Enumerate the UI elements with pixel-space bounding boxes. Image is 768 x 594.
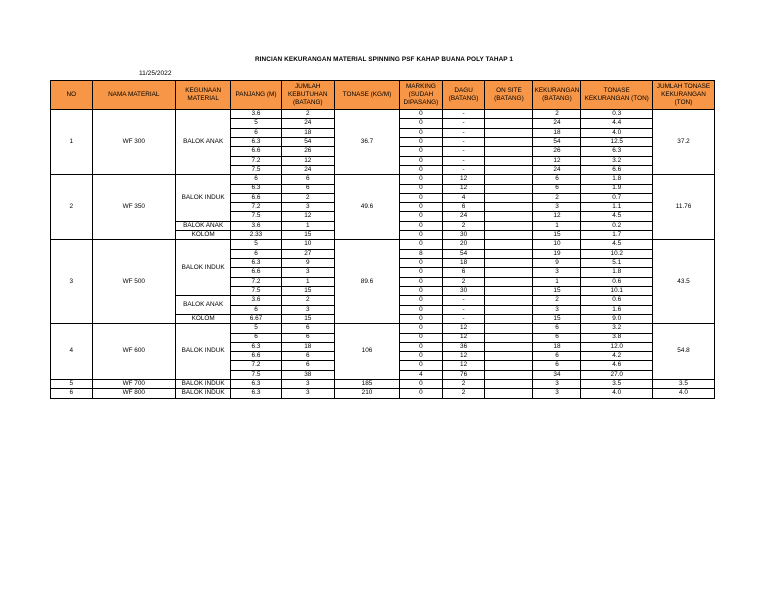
marking-cell: 0 bbox=[400, 128, 443, 137]
onsite-cell bbox=[485, 389, 533, 398]
row-number: 3 bbox=[51, 240, 93, 324]
kebutuhan-cell: 27 bbox=[281, 249, 334, 258]
kebutuhan-cell: 26 bbox=[281, 147, 334, 156]
onsite-cell bbox=[485, 165, 533, 174]
dagu-cell: 12 bbox=[442, 324, 485, 333]
jumlah-tonase-cell: 11.76 bbox=[653, 175, 715, 240]
dagu-cell: - bbox=[442, 314, 485, 323]
onsite-cell bbox=[485, 137, 533, 146]
dagu-cell: 76 bbox=[442, 370, 485, 379]
onsite-cell bbox=[485, 259, 533, 268]
onsite-cell bbox=[485, 193, 533, 202]
panjang-cell: 5 bbox=[231, 324, 281, 333]
header-panjang: PANJANG (M) bbox=[231, 81, 281, 110]
material-usage: KOLOM bbox=[175, 314, 231, 323]
material-name: WF 600 bbox=[92, 324, 175, 380]
panjang-cell: 7.5 bbox=[231, 370, 281, 379]
header-dagu: DAGU (BATANG) bbox=[442, 81, 485, 110]
kebutuhan-cell: 6 bbox=[281, 324, 334, 333]
table-body bbox=[51, 110, 715, 399]
onsite-cell bbox=[485, 212, 533, 221]
table-row bbox=[51, 175, 715, 184]
material-name: WF 700 bbox=[92, 380, 175, 389]
tonase-kekurangan-cell: 1.8 bbox=[581, 268, 653, 277]
onsite-cell bbox=[485, 249, 533, 258]
marking-cell: 0 bbox=[400, 277, 443, 286]
material-table bbox=[50, 80, 715, 399]
panjang-cell: 3.6 bbox=[231, 221, 281, 230]
onsite-cell bbox=[485, 203, 533, 212]
onsite-cell bbox=[485, 128, 533, 137]
kekurangan-cell: 18 bbox=[533, 342, 581, 351]
marking-cell: 0 bbox=[400, 342, 443, 351]
marking-cell: 0 bbox=[400, 193, 443, 202]
onsite-cell bbox=[485, 361, 533, 370]
table-row bbox=[51, 240, 715, 249]
kebutuhan-cell: 15 bbox=[281, 231, 334, 240]
onsite-cell bbox=[485, 333, 533, 342]
tonase-kekurangan-cell: 0.6 bbox=[581, 277, 653, 286]
onsite-cell bbox=[485, 156, 533, 165]
tonase-kekurangan-cell: 1.9 bbox=[581, 184, 653, 193]
marking-cell: 0 bbox=[400, 268, 443, 277]
material-name: WF 500 bbox=[92, 240, 175, 324]
tonase-kekurangan-cell: 4.5 bbox=[581, 212, 653, 221]
panjang-cell: 6 bbox=[231, 175, 281, 184]
kebutuhan-cell: 3 bbox=[281, 305, 334, 314]
kebutuhan-cell: 15 bbox=[281, 314, 334, 323]
tonase-kekurangan-cell: 4.5 bbox=[581, 240, 653, 249]
material-usage: KOLOM bbox=[175, 231, 231, 240]
panjang-cell: 5 bbox=[231, 119, 281, 128]
dagu-cell: - bbox=[442, 137, 485, 146]
tonase-cell: 185 bbox=[334, 380, 399, 389]
marking-cell: 0 bbox=[400, 305, 443, 314]
kekurangan-cell: 6 bbox=[533, 361, 581, 370]
kebutuhan-cell: 1 bbox=[281, 221, 334, 230]
marking-cell: 0 bbox=[400, 137, 443, 146]
kekurangan-cell: 2 bbox=[533, 110, 581, 119]
tonase-kekurangan-cell: 1.8 bbox=[581, 175, 653, 184]
dagu-cell: 12 bbox=[442, 184, 485, 193]
tonase-cell: 106 bbox=[334, 324, 399, 380]
dagu-cell: - bbox=[442, 119, 485, 128]
kekurangan-cell: 3 bbox=[533, 305, 581, 314]
header-tonase-kekurangan: TONASE KEKURANGAN (TON) bbox=[581, 81, 653, 110]
tonase-kekurangan-cell: 4.4 bbox=[581, 119, 653, 128]
kekurangan-cell: 19 bbox=[533, 249, 581, 258]
marking-cell: 4 bbox=[400, 370, 443, 379]
onsite-cell bbox=[485, 277, 533, 286]
dagu-cell: - bbox=[442, 305, 485, 314]
onsite-cell bbox=[485, 110, 533, 119]
tonase-kekurangan-cell: 9.0 bbox=[581, 314, 653, 323]
jumlah-tonase-cell: 4.0 bbox=[653, 389, 715, 398]
material-usage: BALOK INDUK bbox=[175, 380, 231, 389]
sheet-title: RINCIAN KEKURANGAN MATERIAL SPINNING PSF KAHAP BUANA POLY TAHAP 1 bbox=[254, 56, 514, 63]
kebutuhan-cell: 10 bbox=[281, 240, 334, 249]
marking-cell: 0 bbox=[400, 286, 443, 295]
kebutuhan-cell: 2 bbox=[281, 193, 334, 202]
marking-cell: 0 bbox=[400, 352, 443, 361]
tonase-cell: 89.6 bbox=[334, 240, 399, 324]
kebutuhan-cell: 18 bbox=[281, 128, 334, 137]
panjang-cell: 3.6 bbox=[231, 110, 281, 119]
panjang-cell: 6 bbox=[231, 333, 281, 342]
tonase-cell: 210 bbox=[334, 389, 399, 398]
onsite-cell bbox=[485, 119, 533, 128]
dagu-cell: 24 bbox=[442, 212, 485, 221]
kebutuhan-cell: 2 bbox=[281, 296, 334, 305]
header-kegunaan: KEGUNAAN MATERIAL bbox=[175, 81, 231, 110]
material-usage: BALOK ANAK bbox=[175, 296, 231, 315]
onsite-cell bbox=[485, 175, 533, 184]
marking-cell: 0 bbox=[400, 333, 443, 342]
kebutuhan-cell: 54 bbox=[281, 137, 334, 146]
marking-cell: 0 bbox=[400, 110, 443, 119]
panjang-cell: 3.6 bbox=[231, 296, 281, 305]
panjang-cell: 6.3 bbox=[231, 342, 281, 351]
dagu-cell: 6 bbox=[442, 203, 485, 212]
panjang-cell: 7.2 bbox=[231, 156, 281, 165]
dagu-cell: 12 bbox=[442, 175, 485, 184]
marking-cell: 0 bbox=[400, 314, 443, 323]
tonase-kekurangan-cell: 3.2 bbox=[581, 324, 653, 333]
kebutuhan-cell: 3 bbox=[281, 203, 334, 212]
tonase-kekurangan-cell: 6.6 bbox=[581, 165, 653, 174]
panjang-cell: 6.67 bbox=[231, 314, 281, 323]
onsite-cell bbox=[485, 240, 533, 249]
kebutuhan-cell: 3 bbox=[281, 389, 334, 398]
row-number: 1 bbox=[51, 110, 93, 175]
kekurangan-cell: 3 bbox=[533, 268, 581, 277]
marking-cell: 0 bbox=[400, 296, 443, 305]
kekurangan-cell: 15 bbox=[533, 314, 581, 323]
table-row bbox=[51, 110, 715, 119]
kebutuhan-cell: 6 bbox=[281, 184, 334, 193]
panjang-cell: 2.33 bbox=[231, 231, 281, 240]
tonase-kekurangan-cell: 27.0 bbox=[581, 370, 653, 379]
kebutuhan-cell: 38 bbox=[281, 370, 334, 379]
dagu-cell: 2 bbox=[442, 277, 485, 286]
tonase-cell: 49.6 bbox=[334, 175, 399, 240]
kekurangan-cell: 6 bbox=[533, 175, 581, 184]
kekurangan-cell: 6 bbox=[533, 324, 581, 333]
panjang-cell: 7.2 bbox=[231, 203, 281, 212]
dagu-cell: 18 bbox=[442, 259, 485, 268]
kekurangan-cell: 6 bbox=[533, 352, 581, 361]
tonase-kekurangan-cell: 3.2 bbox=[581, 156, 653, 165]
kebutuhan-cell: 6 bbox=[281, 175, 334, 184]
dagu-cell: 2 bbox=[442, 380, 485, 389]
tonase-kekurangan-cell: 5.1 bbox=[581, 259, 653, 268]
material-usage: BALOK INDUK bbox=[175, 175, 231, 222]
kekurangan-cell: 12 bbox=[533, 156, 581, 165]
panjang-cell: 6.6 bbox=[231, 268, 281, 277]
tonase-kekurangan-cell: 10.1 bbox=[581, 286, 653, 295]
kebutuhan-cell: 24 bbox=[281, 119, 334, 128]
onsite-cell bbox=[485, 231, 533, 240]
tonase-kekurangan-cell: 10.2 bbox=[581, 249, 653, 258]
kebutuhan-cell: 15 bbox=[281, 286, 334, 295]
tonase-kekurangan-cell: 4.2 bbox=[581, 352, 653, 361]
marking-cell: 0 bbox=[400, 221, 443, 230]
tonase-kekurangan-cell: 4.6 bbox=[581, 361, 653, 370]
tonase-kekurangan-cell: 1.7 bbox=[581, 231, 653, 240]
dagu-cell: - bbox=[442, 296, 485, 305]
table-row bbox=[51, 389, 715, 398]
onsite-cell bbox=[485, 352, 533, 361]
jumlah-tonase-cell: 3.5 bbox=[653, 380, 715, 389]
marking-cell: 0 bbox=[400, 175, 443, 184]
kekurangan-cell: 2 bbox=[533, 193, 581, 202]
onsite-cell bbox=[485, 286, 533, 295]
kebutuhan-cell: 12 bbox=[281, 156, 334, 165]
kekurangan-cell: 54 bbox=[533, 137, 581, 146]
material-name: WF 300 bbox=[92, 110, 175, 175]
kekurangan-cell: 1 bbox=[533, 221, 581, 230]
material-usage: BALOK INDUK bbox=[175, 389, 231, 398]
kekurangan-cell: 24 bbox=[533, 165, 581, 174]
marking-cell: 0 bbox=[400, 165, 443, 174]
onsite-cell bbox=[485, 147, 533, 156]
dagu-cell: 12 bbox=[442, 333, 485, 342]
kekurangan-cell: 3 bbox=[533, 389, 581, 398]
kebutuhan-cell: 1 bbox=[281, 277, 334, 286]
header-row bbox=[51, 81, 715, 110]
kekurangan-cell: 10 bbox=[533, 240, 581, 249]
onsite-cell bbox=[485, 380, 533, 389]
kekurangan-cell: 24 bbox=[533, 119, 581, 128]
panjang-cell: 7.2 bbox=[231, 361, 281, 370]
marking-cell: 0 bbox=[400, 212, 443, 221]
kekurangan-cell: 34 bbox=[533, 370, 581, 379]
onsite-cell bbox=[485, 296, 533, 305]
tonase-kekurangan-cell: 0.3 bbox=[581, 110, 653, 119]
kebutuhan-cell: 6 bbox=[281, 333, 334, 342]
tonase-cell: 36.7 bbox=[334, 110, 399, 175]
kekurangan-cell: 15 bbox=[533, 286, 581, 295]
panjang-cell: 6.3 bbox=[231, 380, 281, 389]
tonase-kekurangan-cell: 0.7 bbox=[581, 193, 653, 202]
onsite-cell bbox=[485, 221, 533, 230]
marking-cell: 0 bbox=[400, 231, 443, 240]
header-jumlah-tonase: JUMLAH TONASE KEKURANGAN (TON) bbox=[653, 81, 715, 110]
onsite-cell bbox=[485, 314, 533, 323]
tonase-kekurangan-cell: 12.0 bbox=[581, 342, 653, 351]
marking-cell: 0 bbox=[400, 259, 443, 268]
tonase-kekurangan-cell: 12.5 bbox=[581, 137, 653, 146]
dagu-cell: 12 bbox=[442, 352, 485, 361]
tonase-kekurangan-cell: 0.2 bbox=[581, 221, 653, 230]
panjang-cell: 6.6 bbox=[231, 147, 281, 156]
onsite-cell bbox=[485, 324, 533, 333]
dagu-cell: 20 bbox=[442, 240, 485, 249]
marking-cell: 8 bbox=[400, 249, 443, 258]
jumlah-tonase-cell: 37.2 bbox=[653, 110, 715, 175]
panjang-cell: 6 bbox=[231, 249, 281, 258]
panjang-cell: 6.3 bbox=[231, 184, 281, 193]
panjang-cell: 6.6 bbox=[231, 352, 281, 361]
header-kebutuhan: JUMLAH KEBUTUHAN (BATANG) bbox=[281, 81, 334, 110]
dagu-cell: 2 bbox=[442, 389, 485, 398]
kebutuhan-cell: 24 bbox=[281, 165, 334, 174]
tonase-kekurangan-cell: 1.6 bbox=[581, 305, 653, 314]
marking-cell: 0 bbox=[400, 389, 443, 398]
header-nama-material: NAMA MATERIAL bbox=[92, 81, 175, 110]
header-onsite: ON SITE (BATANG) bbox=[485, 81, 533, 110]
panjang-cell: 6.6 bbox=[231, 193, 281, 202]
row-number: 4 bbox=[51, 324, 93, 380]
kebutuhan-cell: 12 bbox=[281, 212, 334, 221]
tonase-kekurangan-cell: 0.6 bbox=[581, 296, 653, 305]
tonase-kekurangan-cell: 1.1 bbox=[581, 203, 653, 212]
kekurangan-cell: 1 bbox=[533, 277, 581, 286]
dagu-cell: 30 bbox=[442, 231, 485, 240]
marking-cell: 0 bbox=[400, 324, 443, 333]
tonase-kekurangan-cell: 4.0 bbox=[581, 389, 653, 398]
panjang-cell: 6.3 bbox=[231, 259, 281, 268]
dagu-cell: - bbox=[442, 128, 485, 137]
dagu-cell: 36 bbox=[442, 342, 485, 351]
kekurangan-cell: 2 bbox=[533, 296, 581, 305]
material-usage: BALOK INDUK bbox=[175, 240, 231, 296]
kebutuhan-cell: 2 bbox=[281, 110, 334, 119]
panjang-cell: 5 bbox=[231, 240, 281, 249]
panjang-cell: 6 bbox=[231, 305, 281, 314]
header-marking: MARKING (SUDAH DIPASANG) bbox=[400, 81, 443, 110]
row-number: 5 bbox=[51, 380, 93, 389]
dagu-cell: - bbox=[442, 147, 485, 156]
marking-cell: 0 bbox=[400, 147, 443, 156]
dagu-cell: 6 bbox=[442, 268, 485, 277]
kekurangan-cell: 18 bbox=[533, 128, 581, 137]
header-kekurangan: KEKURANGAN (BATANG) bbox=[533, 81, 581, 110]
material-name: WF 800 bbox=[92, 389, 175, 398]
row-number: 6 bbox=[51, 389, 93, 398]
onsite-cell bbox=[485, 342, 533, 351]
onsite-cell bbox=[485, 184, 533, 193]
onsite-cell bbox=[485, 268, 533, 277]
kekurangan-cell: 9 bbox=[533, 259, 581, 268]
kekurangan-cell: 26 bbox=[533, 147, 581, 156]
marking-cell: 0 bbox=[400, 380, 443, 389]
onsite-cell bbox=[485, 305, 533, 314]
material-usage: BALOK ANAK bbox=[175, 221, 231, 230]
kekurangan-cell: 6 bbox=[533, 184, 581, 193]
dagu-cell: 54 bbox=[442, 249, 485, 258]
panjang-cell: 7.5 bbox=[231, 286, 281, 295]
material-usage: BALOK INDUK bbox=[175, 324, 231, 380]
tonase-kekurangan-cell: 4.0 bbox=[581, 128, 653, 137]
dagu-cell: 4 bbox=[442, 193, 485, 202]
table-row bbox=[51, 324, 715, 333]
tonase-kekurangan-cell: 3.5 bbox=[581, 380, 653, 389]
dagu-cell: 12 bbox=[442, 361, 485, 370]
tonase-kekurangan-cell: 6.3 bbox=[581, 147, 653, 156]
dagu-cell: - bbox=[442, 156, 485, 165]
kekurangan-cell: 15 bbox=[533, 231, 581, 240]
marking-cell: 0 bbox=[400, 119, 443, 128]
kebutuhan-cell: 6 bbox=[281, 361, 334, 370]
dagu-cell: 30 bbox=[442, 286, 485, 295]
marking-cell: 0 bbox=[400, 240, 443, 249]
marking-cell: 0 bbox=[400, 203, 443, 212]
kekurangan-cell: 6 bbox=[533, 333, 581, 342]
dagu-cell: - bbox=[442, 110, 485, 119]
table-row bbox=[51, 380, 715, 389]
row-number: 2 bbox=[51, 175, 93, 240]
panjang-cell: 6.3 bbox=[231, 137, 281, 146]
marking-cell: 0 bbox=[400, 156, 443, 165]
panjang-cell: 6 bbox=[231, 128, 281, 137]
panjang-cell: 7.5 bbox=[231, 165, 281, 174]
onsite-cell bbox=[485, 370, 533, 379]
dagu-cell: 2 bbox=[442, 221, 485, 230]
tonase-kekurangan-cell: 3.8 bbox=[581, 333, 653, 342]
material-name: WF 350 bbox=[92, 175, 175, 240]
marking-cell: 0 bbox=[400, 184, 443, 193]
sheet-date: 11/25/2022 bbox=[139, 70, 172, 77]
kekurangan-cell: 3 bbox=[533, 380, 581, 389]
kebutuhan-cell: 6 bbox=[281, 352, 334, 361]
kekurangan-cell: 3 bbox=[533, 203, 581, 212]
dagu-cell: - bbox=[442, 165, 485, 174]
header-no: NO bbox=[51, 81, 93, 110]
kebutuhan-cell: 9 bbox=[281, 259, 334, 268]
panjang-cell: 7.2 bbox=[231, 277, 281, 286]
kebutuhan-cell: 3 bbox=[281, 380, 334, 389]
jumlah-tonase-cell: 54.8 bbox=[653, 324, 715, 380]
jumlah-tonase-cell: 43.5 bbox=[653, 240, 715, 324]
panjang-cell: 7.5 bbox=[231, 212, 281, 221]
material-usage: BALOK ANAK bbox=[175, 110, 231, 175]
panjang-cell: 6.3 bbox=[231, 389, 281, 398]
marking-cell: 0 bbox=[400, 361, 443, 370]
kekurangan-cell: 12 bbox=[533, 212, 581, 221]
kebutuhan-cell: 18 bbox=[281, 342, 334, 351]
header-tonase: TONASE (KG/M) bbox=[334, 81, 399, 110]
kebutuhan-cell: 3 bbox=[281, 268, 334, 277]
